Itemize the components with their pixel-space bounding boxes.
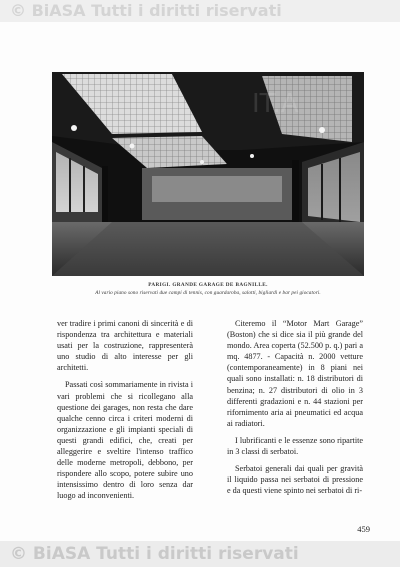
paragraph: Citeremo il “Motor Mart Garage” (Boston) che si dice sia il più grande del mondo. Area coperta (52.500 p. q.) pari a mq. 4877. - Capacità n. 2000 vetture (contemporaneamente) in 8 piani nei quali sono installati: n. 18 distributori di benzina; n. 27 distributori di olio in 3 differenti gradazioni e n. 44 stazioni per rifornimento aria ai pneumatici ed acqua ai radiatori. [227,319,363,428]
watermark-bottom: © BiASA Tutti i diritti riservati [0,541,400,567]
garage-interior-photo [52,72,364,276]
text-column-left [57,318,193,508]
figure-caption-title: PARIGI. GRANDE GARAGE DE BAGNILLE. [148,282,268,288]
paragraph: Serbatoi generali dai quali per gravità il liquido passa nei serbatoi di pressione e da questi viene spinto nei serbatoi di ri- [227,464,363,496]
watermark-top: © BiASA Tutti i diritti riservati [0,0,400,22]
page-number: 459 [357,524,370,534]
text-column-right [227,318,363,502]
paragraph: I lubrificanti e le essenze sono ripartite in 3 classi di serbatoi. [227,435,363,457]
figure-caption-text: Al vario piano sono riservati due campi di tennis, con guardaroba, salotti, bigliardi e bar pei giocatori. [95,290,321,296]
paragraph: ver tradire i primi canoni di sincerità e di rispondenza tra architettura e materiali usati per la costruzione, rappresenterà uno studio di alto interesse per gli architetti. [57,319,193,373]
paragraph: Passati così sommariamente in rivista i vari problemi che si ricollegano alla questione dei garages, non resta che dare qualche cenno circa i criteri moderni di organizzazione e gli impianti speciali di questi grandi edifici, che, creati per alleggerire e sveltire l'intenso traffico delle moderne metropoli, debbono, per rispondere allo scopo, potere subire uno intensissimo dentro di loro senza dar luogo ad inconvenienti. [57,380,193,501]
svg-text:IT.A: IT.A [252,89,299,119]
